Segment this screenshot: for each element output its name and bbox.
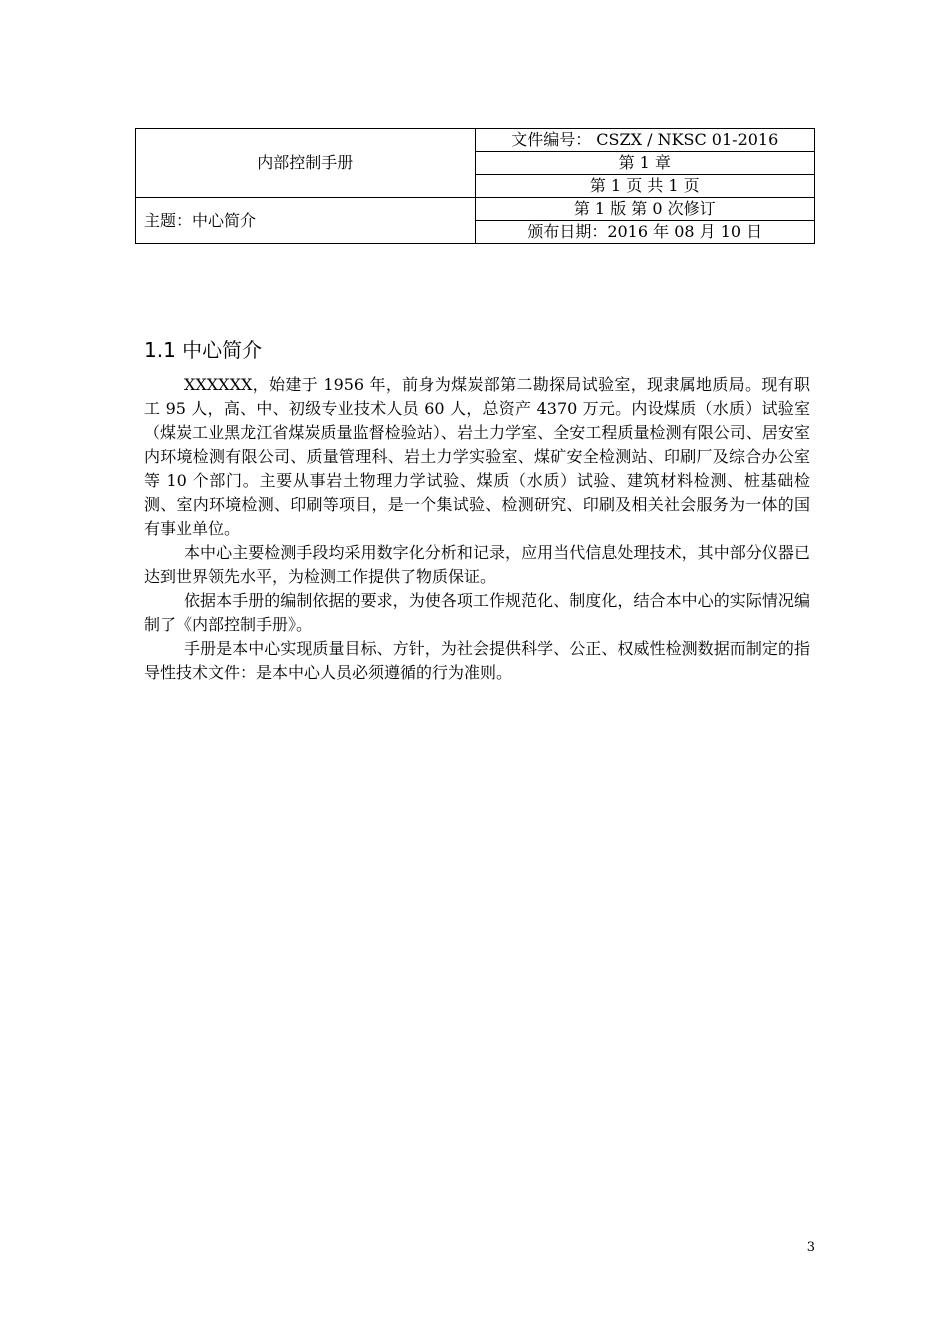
subject-label: 主题：中心简介 xyxy=(136,198,476,244)
header-row xyxy=(136,129,815,152)
header-row xyxy=(136,198,815,221)
body-paragraph: XXXXXX，始建于 1956 年，前身为煤炭部第二勘探局试验室，现隶属地质局。现有职工 95 人，高、中、初级专业技术人员 60 人，总资产 4370 万元。内设煤质（水质）试验室（煤炭工业黑龙江省煤炭质量监督检验站）、岩土力学室、全安工程质量检测有限公司、居安室内环境检测有限公司、质量管理科、岩土力学实验室、煤矿安全检测站、印刷厂及综合办公室等 10 个部门。主要从事岩土物理力学试验、煤质（水质）试验、建筑材料检测、桩基础检测、室内环境检测、印刷等项目，是一个集试验、检测研究、印刷及相关社会服务为一体的国有事业单位。 xyxy=(144,375,810,538)
body-paragraph: 手册是本中心实现质量目标、方针，为社会提供科学、公正、权威性检测数据而制定的指导性技术文件：是本中心人员必须遵循的行为准则。 xyxy=(144,639,810,682)
issue-date: 颁布日期：2016 年 08 月 10 日 xyxy=(475,221,815,244)
document-header-table xyxy=(135,128,815,244)
body-paragraph: 依据本手册的编制依据的要求，为使各项工作规范化、制度化，结合本中心的实际情况编制了《内部控制手册》。 xyxy=(144,591,810,634)
page-number: 3 xyxy=(806,1240,815,1255)
doc-number: 文件编号： CSZX / NKSC 01-2016 xyxy=(475,129,815,152)
manual-title: 内部控制手册 xyxy=(136,129,476,198)
section-body xyxy=(144,373,810,685)
section-heading: 1.1 中心简介 xyxy=(144,338,263,362)
version-info: 第 1 版 第 0 次修订 xyxy=(475,198,815,221)
page-info: 第 1 页 共 1 页 xyxy=(475,175,815,198)
body-paragraph: 本中心主要检测手段均采用数字化分析和记录，应用当代信息处理技术，其中部分仪器已达到世界领先水平，为检测工作提供了物质保证。 xyxy=(144,543,810,586)
chapter-number: 第 1 章 xyxy=(475,152,815,175)
